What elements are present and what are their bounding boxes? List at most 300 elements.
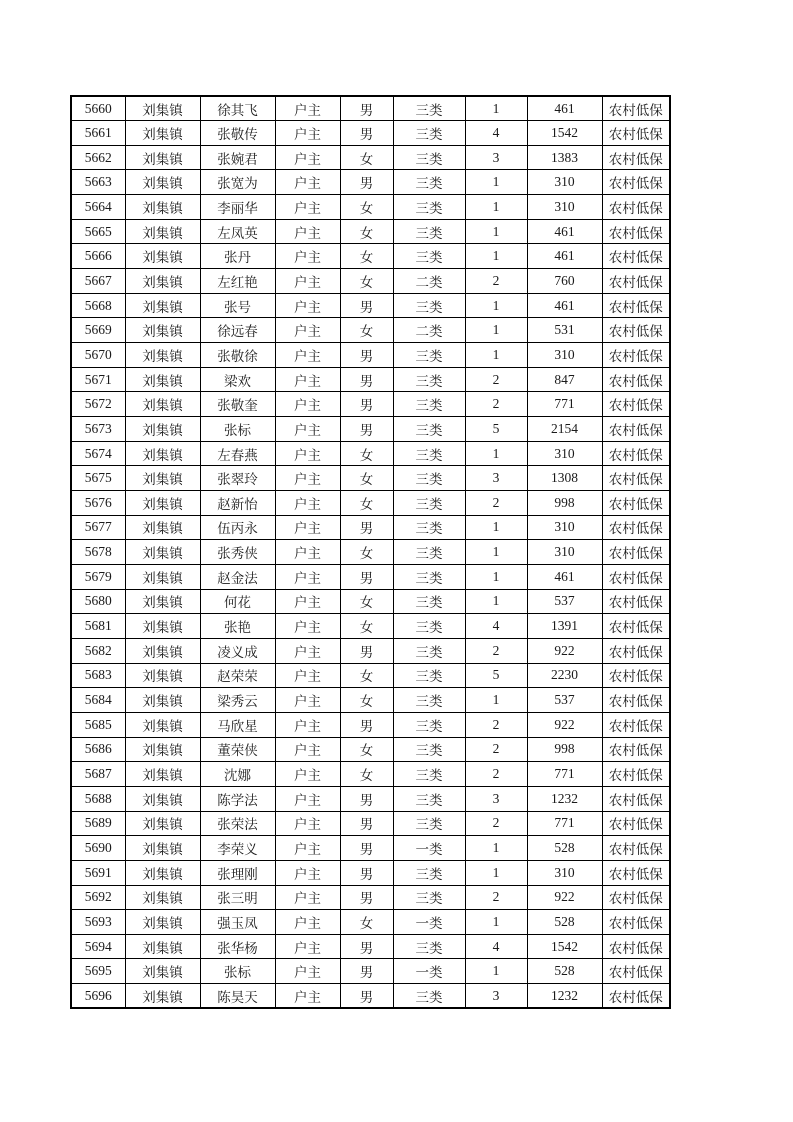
- cell-id: 5671: [71, 367, 125, 392]
- cell-category: 一类: [393, 836, 465, 861]
- cell-relation: 户主: [275, 984, 340, 1009]
- cell-name: 张秀侠: [200, 540, 275, 565]
- cell-amount: 310: [527, 343, 602, 368]
- cell-gender: 男: [340, 293, 393, 318]
- cell-town: 刘集镇: [125, 491, 200, 516]
- cell-name: 陈昊天: [200, 984, 275, 1009]
- cell-members: 2: [465, 885, 527, 910]
- cell-amount: 922: [527, 712, 602, 737]
- cell-benefit: 农村低保: [602, 515, 670, 540]
- cell-members: 5: [465, 663, 527, 688]
- cell-name: 张标: [200, 417, 275, 442]
- cell-amount: 537: [527, 688, 602, 713]
- cell-benefit: 农村低保: [602, 466, 670, 491]
- cell-town: 刘集镇: [125, 984, 200, 1009]
- cell-amount: 1542: [527, 934, 602, 959]
- cell-amount: 461: [527, 219, 602, 244]
- cell-id: 5665: [71, 219, 125, 244]
- cell-gender: 男: [340, 811, 393, 836]
- cell-gender: 女: [340, 589, 393, 614]
- cell-category: 三类: [393, 934, 465, 959]
- cell-benefit: 农村低保: [602, 540, 670, 565]
- cell-benefit: 农村低保: [602, 343, 670, 368]
- table-row: [71, 195, 670, 220]
- cell-relation: 户主: [275, 762, 340, 787]
- cell-relation: 户主: [275, 293, 340, 318]
- table-row: [71, 417, 670, 442]
- cell-town: 刘集镇: [125, 959, 200, 984]
- table-row: [71, 885, 670, 910]
- cell-benefit: 农村低保: [602, 688, 670, 713]
- cell-town: 刘集镇: [125, 564, 200, 589]
- cell-id: 5695: [71, 959, 125, 984]
- cell-category: 三类: [393, 688, 465, 713]
- cell-town: 刘集镇: [125, 934, 200, 959]
- cell-name: 左红艳: [200, 269, 275, 294]
- cell-amount: 310: [527, 195, 602, 220]
- cell-category: 三类: [393, 244, 465, 269]
- cell-relation: 户主: [275, 96, 340, 121]
- table-row: [71, 170, 670, 195]
- cell-category: 三类: [393, 762, 465, 787]
- cell-benefit: 农村低保: [602, 244, 670, 269]
- cell-category: 三类: [393, 540, 465, 565]
- table-row: [71, 244, 670, 269]
- cell-category: 三类: [393, 491, 465, 516]
- cell-benefit: 农村低保: [602, 885, 670, 910]
- cell-members: 2: [465, 392, 527, 417]
- cell-benefit: 农村低保: [602, 293, 670, 318]
- cell-relation: 户主: [275, 170, 340, 195]
- cell-relation: 户主: [275, 121, 340, 146]
- cell-gender: 女: [340, 491, 393, 516]
- cell-name: 张华杨: [200, 934, 275, 959]
- cell-name: 李丽华: [200, 195, 275, 220]
- cell-amount: 531: [527, 318, 602, 343]
- cell-benefit: 农村低保: [602, 195, 670, 220]
- cell-id: 5660: [71, 96, 125, 121]
- cell-gender: 男: [340, 96, 393, 121]
- cell-id: 5691: [71, 860, 125, 885]
- cell-id: 5677: [71, 515, 125, 540]
- cell-amount: 760: [527, 269, 602, 294]
- table-row: [71, 343, 670, 368]
- table-row: [71, 836, 670, 861]
- cell-name: 张标: [200, 959, 275, 984]
- cell-id: 5670: [71, 343, 125, 368]
- cell-members: 1: [465, 170, 527, 195]
- cell-town: 刘集镇: [125, 836, 200, 861]
- cell-amount: 310: [527, 540, 602, 565]
- cell-name: 张理刚: [200, 860, 275, 885]
- cell-category: 三类: [393, 663, 465, 688]
- cell-gender: 女: [340, 688, 393, 713]
- cell-name: 陈学法: [200, 786, 275, 811]
- cell-town: 刘集镇: [125, 885, 200, 910]
- cell-town: 刘集镇: [125, 441, 200, 466]
- cell-members: 3: [465, 786, 527, 811]
- cell-benefit: 农村低保: [602, 564, 670, 589]
- cell-benefit: 农村低保: [602, 737, 670, 762]
- cell-relation: 户主: [275, 910, 340, 935]
- table-row: [71, 293, 670, 318]
- cell-members: 1: [465, 910, 527, 935]
- cell-amount: 1542: [527, 121, 602, 146]
- cell-amount: 771: [527, 811, 602, 836]
- cell-gender: 男: [340, 170, 393, 195]
- cell-id: 5673: [71, 417, 125, 442]
- cell-relation: 户主: [275, 959, 340, 984]
- cell-name: 赵金法: [200, 564, 275, 589]
- cell-town: 刘集镇: [125, 737, 200, 762]
- cell-category: 三类: [393, 638, 465, 663]
- cell-members: 2: [465, 491, 527, 516]
- cell-category: 三类: [393, 392, 465, 417]
- cell-town: 刘集镇: [125, 392, 200, 417]
- cell-name: 张敬徐: [200, 343, 275, 368]
- cell-relation: 户主: [275, 367, 340, 392]
- cell-id: 5693: [71, 910, 125, 935]
- table-row: [71, 786, 670, 811]
- cell-relation: 户主: [275, 145, 340, 170]
- cell-relation: 户主: [275, 836, 340, 861]
- cell-id: 5662: [71, 145, 125, 170]
- cell-benefit: 农村低保: [602, 762, 670, 787]
- cell-gender: 男: [340, 786, 393, 811]
- table-row: [71, 367, 670, 392]
- cell-town: 刘集镇: [125, 269, 200, 294]
- cell-category: 三类: [393, 589, 465, 614]
- cell-benefit: 农村低保: [602, 491, 670, 516]
- cell-category: 三类: [393, 614, 465, 639]
- cell-relation: 户主: [275, 540, 340, 565]
- cell-name: 赵新怡: [200, 491, 275, 516]
- cell-gender: 女: [340, 737, 393, 762]
- cell-name: 赵荣荣: [200, 663, 275, 688]
- table-row: [71, 269, 670, 294]
- cell-members: 1: [465, 959, 527, 984]
- table-row: [71, 589, 670, 614]
- cell-relation: 户主: [275, 712, 340, 737]
- table-row: [71, 540, 670, 565]
- cell-benefit: 农村低保: [602, 614, 670, 639]
- table-row: [71, 737, 670, 762]
- cell-id: 5669: [71, 318, 125, 343]
- cell-gender: 女: [340, 318, 393, 343]
- cell-id: 5667: [71, 269, 125, 294]
- cell-benefit: 农村低保: [602, 367, 670, 392]
- cell-id: 5661: [71, 121, 125, 146]
- cell-benefit: 农村低保: [602, 441, 670, 466]
- cell-category: 三类: [393, 343, 465, 368]
- cell-gender: 男: [340, 417, 393, 442]
- cell-benefit: 农村低保: [602, 786, 670, 811]
- cell-amount: 1232: [527, 984, 602, 1009]
- cell-benefit: 农村低保: [602, 589, 670, 614]
- cell-members: 1: [465, 96, 527, 121]
- cell-id: 5686: [71, 737, 125, 762]
- cell-benefit: 农村低保: [602, 145, 670, 170]
- cell-members: 1: [465, 564, 527, 589]
- cell-members: 2: [465, 269, 527, 294]
- cell-id: 5681: [71, 614, 125, 639]
- cell-town: 刘集镇: [125, 614, 200, 639]
- cell-town: 刘集镇: [125, 811, 200, 836]
- cell-id: 5694: [71, 934, 125, 959]
- cell-relation: 户主: [275, 417, 340, 442]
- cell-relation: 户主: [275, 269, 340, 294]
- table-row: [71, 564, 670, 589]
- cell-name: 张翠玲: [200, 466, 275, 491]
- cell-benefit: 农村低保: [602, 836, 670, 861]
- cell-category: 三类: [393, 712, 465, 737]
- cell-gender: 女: [340, 663, 393, 688]
- cell-members: 2: [465, 712, 527, 737]
- cell-benefit: 农村低保: [602, 712, 670, 737]
- cell-name: 张三明: [200, 885, 275, 910]
- cell-name: 凌义成: [200, 638, 275, 663]
- cell-amount: 1232: [527, 786, 602, 811]
- cell-relation: 户主: [275, 688, 340, 713]
- cell-town: 刘集镇: [125, 219, 200, 244]
- cell-gender: 女: [340, 244, 393, 269]
- cell-name: 梁秀云: [200, 688, 275, 713]
- cell-gender: 男: [340, 885, 393, 910]
- cell-id: 5690: [71, 836, 125, 861]
- cell-relation: 户主: [275, 589, 340, 614]
- cell-members: 5: [465, 417, 527, 442]
- cell-gender: 男: [340, 367, 393, 392]
- cell-members: 1: [465, 860, 527, 885]
- cell-name: 左凤英: [200, 219, 275, 244]
- cell-name: 沈娜: [200, 762, 275, 787]
- cell-amount: 1391: [527, 614, 602, 639]
- table-body: [71, 96, 670, 1008]
- table-row: [71, 441, 670, 466]
- cell-id: 5663: [71, 170, 125, 195]
- cell-town: 刘集镇: [125, 195, 200, 220]
- cell-category: 三类: [393, 367, 465, 392]
- cell-gender: 男: [340, 934, 393, 959]
- cell-name: 强玉凤: [200, 910, 275, 935]
- cell-id: 5672: [71, 392, 125, 417]
- cell-benefit: 农村低保: [602, 638, 670, 663]
- cell-members: 3: [465, 145, 527, 170]
- cell-category: 一类: [393, 910, 465, 935]
- cell-name: 徐远春: [200, 318, 275, 343]
- cell-name: 张敬奎: [200, 392, 275, 417]
- table-row: [71, 762, 670, 787]
- cell-category: 三类: [393, 145, 465, 170]
- cell-amount: 771: [527, 762, 602, 787]
- cell-id: 5682: [71, 638, 125, 663]
- cell-members: 1: [465, 688, 527, 713]
- cell-members: 3: [465, 466, 527, 491]
- cell-relation: 户主: [275, 318, 340, 343]
- cell-amount: 310: [527, 860, 602, 885]
- cell-relation: 户主: [275, 491, 340, 516]
- cell-amount: 310: [527, 170, 602, 195]
- cell-amount: 528: [527, 910, 602, 935]
- cell-town: 刘集镇: [125, 293, 200, 318]
- cell-amount: 528: [527, 959, 602, 984]
- cell-town: 刘集镇: [125, 318, 200, 343]
- cell-members: 1: [465, 318, 527, 343]
- cell-category: 三类: [393, 984, 465, 1009]
- cell-benefit: 农村低保: [602, 934, 670, 959]
- cell-amount: 537: [527, 589, 602, 614]
- cell-gender: 男: [340, 712, 393, 737]
- cell-relation: 户主: [275, 343, 340, 368]
- cell-amount: 998: [527, 737, 602, 762]
- cell-gender: 女: [340, 614, 393, 639]
- cell-relation: 户主: [275, 934, 340, 959]
- cell-amount: 310: [527, 515, 602, 540]
- cell-members: 4: [465, 934, 527, 959]
- cell-town: 刘集镇: [125, 540, 200, 565]
- cell-name: 伍丙永: [200, 515, 275, 540]
- cell-members: 4: [465, 614, 527, 639]
- cell-amount: 461: [527, 96, 602, 121]
- cell-members: 1: [465, 293, 527, 318]
- cell-benefit: 农村低保: [602, 663, 670, 688]
- cell-benefit: 农村低保: [602, 170, 670, 195]
- cell-id: 5679: [71, 564, 125, 589]
- cell-relation: 户主: [275, 811, 340, 836]
- cell-name: 左春燕: [200, 441, 275, 466]
- cell-gender: 男: [340, 564, 393, 589]
- table-row: [71, 392, 670, 417]
- cell-members: 4: [465, 121, 527, 146]
- cell-relation: 户主: [275, 219, 340, 244]
- cell-name: 董荣侠: [200, 737, 275, 762]
- cell-relation: 户主: [275, 466, 340, 491]
- cell-town: 刘集镇: [125, 96, 200, 121]
- cell-category: 三类: [393, 121, 465, 146]
- cell-id: 5684: [71, 688, 125, 713]
- cell-category: 三类: [393, 786, 465, 811]
- cell-gender: 男: [340, 836, 393, 861]
- cell-amount: 922: [527, 885, 602, 910]
- cell-gender: 女: [340, 441, 393, 466]
- cell-id: 5666: [71, 244, 125, 269]
- cell-town: 刘集镇: [125, 343, 200, 368]
- cell-members: 1: [465, 540, 527, 565]
- cell-amount: 1308: [527, 466, 602, 491]
- cell-category: 三类: [393, 441, 465, 466]
- cell-id: 5696: [71, 984, 125, 1009]
- cell-town: 刘集镇: [125, 145, 200, 170]
- cell-id: 5664: [71, 195, 125, 220]
- cell-category: 三类: [393, 811, 465, 836]
- cell-town: 刘集镇: [125, 860, 200, 885]
- cell-benefit: 农村低保: [602, 860, 670, 885]
- cell-town: 刘集镇: [125, 688, 200, 713]
- cell-name: 张荣法: [200, 811, 275, 836]
- cell-town: 刘集镇: [125, 638, 200, 663]
- cell-town: 刘集镇: [125, 663, 200, 688]
- cell-category: 三类: [393, 219, 465, 244]
- welfare-table: [70, 95, 671, 1009]
- cell-town: 刘集镇: [125, 910, 200, 935]
- cell-relation: 户主: [275, 885, 340, 910]
- cell-gender: 男: [340, 392, 393, 417]
- cell-benefit: 农村低保: [602, 96, 670, 121]
- table-row: [71, 712, 670, 737]
- cell-members: 2: [465, 367, 527, 392]
- cell-id: 5689: [71, 811, 125, 836]
- cell-category: 二类: [393, 269, 465, 294]
- cell-gender: 女: [340, 195, 393, 220]
- cell-amount: 461: [527, 244, 602, 269]
- cell-name: 张丹: [200, 244, 275, 269]
- cell-relation: 户主: [275, 737, 340, 762]
- cell-relation: 户主: [275, 195, 340, 220]
- cell-category: 三类: [393, 737, 465, 762]
- cell-amount: 922: [527, 638, 602, 663]
- cell-town: 刘集镇: [125, 515, 200, 540]
- cell-benefit: 农村低保: [602, 811, 670, 836]
- cell-members: 2: [465, 762, 527, 787]
- table-row: [71, 318, 670, 343]
- cell-relation: 户主: [275, 614, 340, 639]
- cell-amount: 310: [527, 441, 602, 466]
- cell-town: 刘集镇: [125, 417, 200, 442]
- cell-category: 二类: [393, 318, 465, 343]
- cell-benefit: 农村低保: [602, 269, 670, 294]
- cell-benefit: 农村低保: [602, 392, 670, 417]
- cell-amount: 771: [527, 392, 602, 417]
- table-row: [71, 811, 670, 836]
- cell-town: 刘集镇: [125, 466, 200, 491]
- cell-town: 刘集镇: [125, 762, 200, 787]
- cell-gender: 男: [340, 984, 393, 1009]
- cell-members: 2: [465, 638, 527, 663]
- cell-relation: 户主: [275, 244, 340, 269]
- cell-gender: 男: [340, 959, 393, 984]
- cell-benefit: 农村低保: [602, 318, 670, 343]
- cell-members: 1: [465, 589, 527, 614]
- cell-gender: 女: [340, 910, 393, 935]
- cell-benefit: 农村低保: [602, 417, 670, 442]
- cell-relation: 户主: [275, 663, 340, 688]
- cell-benefit: 农村低保: [602, 121, 670, 146]
- cell-members: 1: [465, 195, 527, 220]
- cell-id: 5676: [71, 491, 125, 516]
- cell-relation: 户主: [275, 515, 340, 540]
- table-row: [71, 614, 670, 639]
- table-row: [71, 515, 670, 540]
- cell-name: 张敬传: [200, 121, 275, 146]
- cell-members: 1: [465, 836, 527, 861]
- cell-town: 刘集镇: [125, 589, 200, 614]
- table-row: [71, 96, 670, 121]
- cell-relation: 户主: [275, 860, 340, 885]
- cell-category: 三类: [393, 417, 465, 442]
- cell-benefit: 农村低保: [602, 910, 670, 935]
- cell-gender: 女: [340, 762, 393, 787]
- cell-id: 5683: [71, 663, 125, 688]
- cell-id: 5685: [71, 712, 125, 737]
- cell-town: 刘集镇: [125, 786, 200, 811]
- cell-id: 5675: [71, 466, 125, 491]
- cell-category: 三类: [393, 195, 465, 220]
- cell-id: 5668: [71, 293, 125, 318]
- cell-amount: 528: [527, 836, 602, 861]
- cell-category: 三类: [393, 293, 465, 318]
- cell-gender: 男: [340, 860, 393, 885]
- cell-relation: 户主: [275, 564, 340, 589]
